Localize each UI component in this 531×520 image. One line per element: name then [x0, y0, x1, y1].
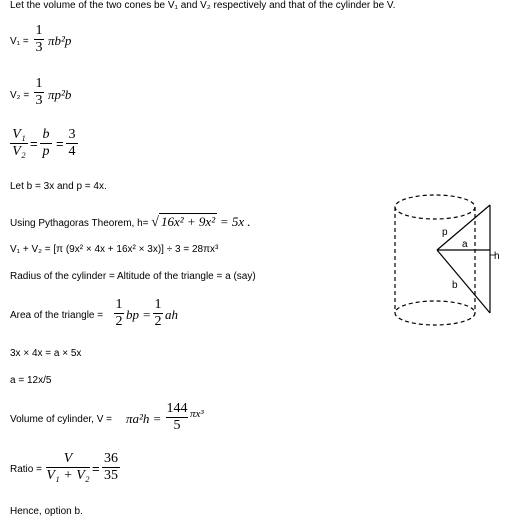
area-n1: 1 [115, 297, 123, 312]
ratio-num2: 36 [104, 451, 118, 466]
v1-fraction [34, 24, 44, 55]
cylinder-bottom [395, 301, 475, 325]
ratio-den1: V₁ + V₂ [46, 468, 90, 483]
pyth-text: Using Pythagoras Theorem, h= [10, 218, 149, 229]
label-p: p [442, 227, 448, 238]
v1-num: 1 [35, 23, 43, 38]
sum-line: V₁ + V₂ = [π (9x² × 4x + 16x² × 3x)] ÷ 3 = 28πx³ [10, 244, 219, 255]
conclusion: Hence, option b. [10, 506, 83, 517]
vol-mid: πa²h = [126, 411, 162, 426]
sqrt-expression: √ 16x² + 9x² [151, 214, 216, 230]
vol-lhs: Volume of cylinder, V = [10, 414, 113, 425]
ratio-v-f3-den: 4 [68, 144, 76, 159]
ratio-den2: 35 [104, 468, 118, 483]
v1-expr: πb²p [48, 33, 72, 48]
area-m1: bp = [126, 307, 152, 322]
label-b: b [452, 280, 458, 291]
v2-den: 3 [35, 93, 43, 108]
vol-num: 144 [166, 401, 188, 416]
pyth-radicand: 16x² + 9x² [160, 214, 216, 229]
pyth-line [10, 214, 251, 231]
eq-sign: = [30, 136, 38, 151]
ratio-v-frac2 [40, 128, 52, 159]
pyth-result: = 5x . [219, 214, 251, 229]
eq-sign: = [92, 461, 100, 476]
area-d1: 2 [115, 314, 123, 329]
radius-line: Radius of the cylinder = Altitude of the triangle = a (say) [10, 271, 256, 282]
v2-fraction [34, 77, 44, 108]
intro-text: Let the volume of the two cones be V₁ and V₂ respectively and that of the cylinder be V. [10, 0, 396, 11]
ratio-v-f2-den: p [42, 144, 50, 159]
ratio-v-f1-den: V₂ [12, 144, 26, 159]
ratio-lhs: Ratio = [10, 464, 42, 475]
vol-tail: πx³ [190, 408, 204, 420]
vol-frac [166, 402, 188, 433]
ratio-v-frac1 [10, 128, 28, 159]
cylinder-figure [385, 185, 510, 335]
v1-lhs: V₁ = [10, 36, 29, 47]
eq1-line: 3x × 4x = a × 5x [10, 348, 82, 359]
ratio-v-f2-num: b [42, 127, 50, 142]
ratio-v-frac3 [66, 128, 78, 159]
let-line: Let b = 3x and p = 4x. [10, 181, 107, 192]
area-frac1 [114, 298, 124, 329]
vol-den: 5 [173, 418, 181, 433]
area-n2: 1 [154, 297, 162, 312]
label-a: a [462, 239, 468, 250]
eq-sign: = [56, 136, 64, 151]
ratio-v-f1-num: V₁ [12, 127, 26, 142]
v2-lhs: V₂ = [10, 90, 30, 101]
v2-expr: πp²b [48, 87, 72, 102]
ratio-v-f3-num: 3 [68, 127, 76, 142]
eq2-line: a = 12x/5 [10, 375, 52, 386]
ratio-frac2 [102, 452, 120, 483]
triangle-side-b [437, 250, 490, 313]
cylinder-top [395, 195, 475, 219]
area-frac2 [153, 298, 163, 329]
ratio-frac1 [46, 452, 90, 483]
area-m2: ah [165, 307, 178, 322]
ratio-num1: V [63, 451, 73, 466]
label-h: h [494, 251, 500, 262]
v2-num: 1 [35, 76, 43, 91]
area-d2: 2 [154, 314, 162, 329]
area-lhs: Area of the triangle = [10, 310, 104, 321]
v1-den: 3 [35, 40, 43, 55]
